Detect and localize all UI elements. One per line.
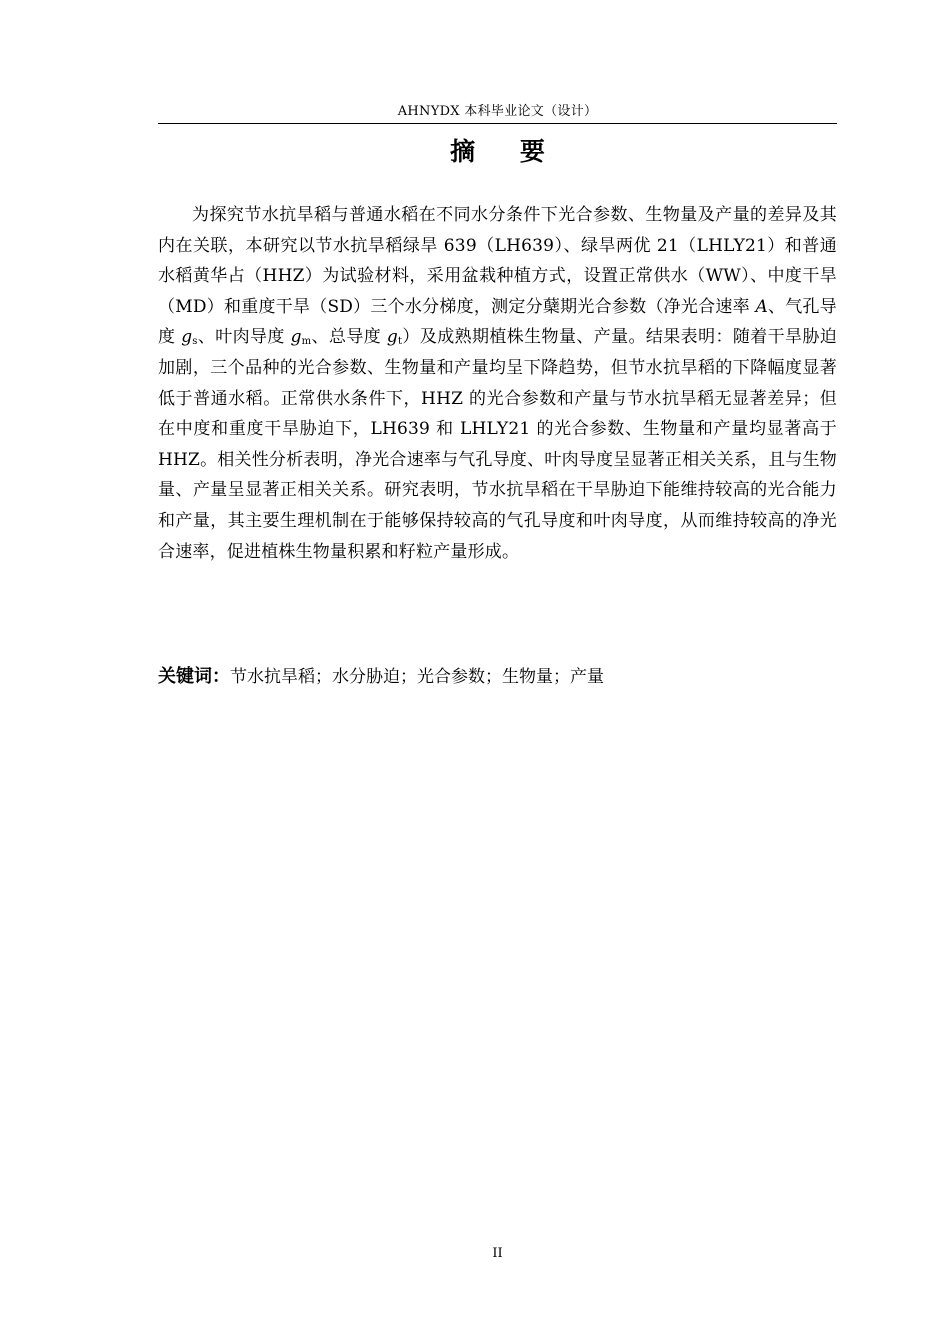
subscript-m: m xyxy=(301,336,312,348)
abstract-text-part: 、总导度 xyxy=(311,327,387,348)
subscript-t: t xyxy=(398,336,403,348)
abstract-text-part: ）及成熟期植株生物量、产量。结果表明：随着干旱胁迫加剧，三个品种的光合参数、生物量和产量均呈下降趋势，但节水抗旱稻的下降幅度显著低于普通水稻。正常供水条件下，HHZ 的光合参数和产量与节水抗旱稻无显著差异；但在中度和重度干旱胁迫下，LH639 和 LHLY21 的光合参数、生物量和产量均显著高于 HHZ。相关性分析表明，净光合速率与气孔导度、叶肉导度呈显著正相关关系，且与生物量、产量呈显著正相关关系。研究表明，节水抗旱稻在干旱胁迫下能维持较高的光合能力和产量，其主要生理机制在于能够保持较高的气孔导度和叶肉导度，从而维持较高的净光合速率，促进植株生物量积累和籽粒产量形成。 xyxy=(158,327,838,562)
keywords-label: 关键词： xyxy=(158,666,230,687)
header-divider xyxy=(158,123,837,124)
symbol-total-conductance: g xyxy=(386,327,399,348)
abstract-text-part: 、叶肉导度 xyxy=(197,327,291,348)
keywords-list: 节水抗旱稻；水分胁迫；光合参数；生物量；产量 xyxy=(230,667,604,687)
page-header: AHNYDX 本科毕业论文（设计） xyxy=(397,104,598,119)
abstract-text-part: 为探究节水抗旱稻与普通水稻在不同水分条件下光合参数、生物量及产量的差异及其内在关联，本研究以节水抗旱稻绿旱 639（LH639）、绿旱两优 21（LHLY21）和普通水稻黄华占（HHZ）为试验材料，采用盆栽种植方式，设置正常供水（WW）、中度干旱（MD）和重度干旱（SD）三个水分梯度，测定分蘖期光合参数（净光合速率 xyxy=(158,205,837,317)
symbol-mesophyll-conductance: g xyxy=(290,327,302,348)
subscript-s: s xyxy=(192,336,198,348)
keywords-line xyxy=(158,663,837,691)
page-title: 摘 要 xyxy=(450,137,563,166)
abstract-paragraph xyxy=(158,200,837,567)
symbol-net-photosynthetic-rate: A xyxy=(755,296,768,317)
symbol-stomatal-conductance: g xyxy=(181,327,193,348)
page-number: II xyxy=(492,1246,503,1261)
abstract-text-part: 、气孔导度 xyxy=(158,296,837,348)
